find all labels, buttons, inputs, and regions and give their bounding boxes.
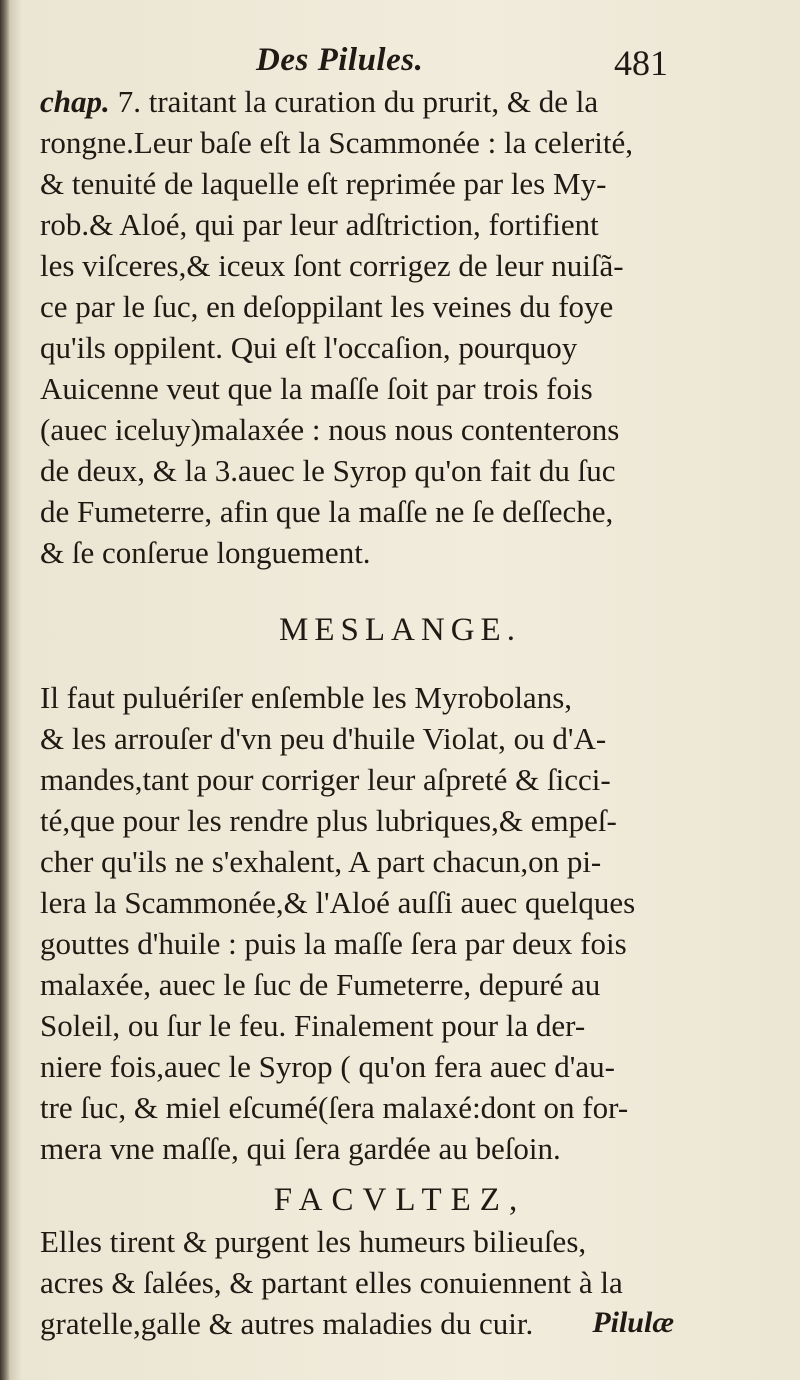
page-number: 481 [614,43,668,83]
text-line: cher qu'ils ne s'exhalent, A part chacun,on pi- [40,844,602,879]
text-line: & tenuité de laquelle eſt reprimée par les My- [40,166,607,201]
text-line: de Fumeterre, afin que la maſſe ne ſe deſſeche, [40,494,614,529]
text-line: Il faut puluériſer enſemble les Myrobolans, [40,680,573,715]
text-line-content: 7. traitant la curation du prurit, & de la [117,84,599,119]
text-line: Elles tirent & purgent les humeurs bilieuſes, [40,1224,587,1259]
text-line: rob.& Aloé, qui par leur adſtriction, fortifient [40,207,599,242]
text-line: Auicenne veut que la maſſe ſoit par trois fois [40,371,593,406]
text-line: gouttes d'huile : puis la maſſe ſera par deux fois [40,926,627,961]
chapter-reference: chap. [40,84,110,119]
running-title: Des Pilules. [256,42,424,78]
text-line [40,82,680,124]
section-heading-meslange: MESLANGE. [279,612,521,648]
text-line: lera la Scammonée,& l'Aloé auſſi auec quelques [40,885,636,920]
text-line: acres & ſalées, & partant elles conuiennent à la [40,1265,623,1300]
text-line: & les arrouſer d'vn peu d'huile Violat, ou d'A- [40,721,607,756]
text-line: Soleil, ou ſur le feu. Finalement pour la der- [40,1008,586,1043]
section-heading-facultez: FACVLTEZ, [273,1182,527,1218]
text-line: niere fois,auec le Syrop ( qu'on fera auec d'au- [40,1049,615,1084]
text-line: qu'ils oppilent. Qui eſt l'occaſion, pourquoy [40,330,578,365]
text-line: & ſe conſerue longuement. [40,535,371,570]
text-line: malaxée, auec le ſuc de Fumeterre, depuré au [40,967,601,1002]
text-line: mera vne maſſe, qui ſera gardée au beſoin. [40,1131,561,1166]
text-line: les viſceres,& iceux ſont corrigez de leur nuiſã- [40,248,624,283]
text-line: té,que pour les rendre plus lubriques,& empeſ- [40,803,617,838]
text-line: gratelle,galle & autres maladies du cuir. [40,1306,534,1341]
text-line: rongne.Leur baſe eſt la Scammonée : la celerité, [40,125,634,160]
text-line: mandes,tant pour corriger leur aſpreté & ſicci- [40,762,611,797]
running-head [0,40,800,88]
binding-shadow [0,0,10,1380]
text-line: de deux, & la 3.auec le Syrop qu'on fait du ſuc [40,453,616,488]
text-line: ce par le ſuc, en deſoppilant les veines du foye [40,289,614,324]
text-line: tre ſuc, & miel eſcumé(ſera malaxé:dont on for- [40,1090,629,1125]
text-line: (auec iceluy)malaxée : nous nous contenterons [40,412,620,447]
catchword: Pilulæ [592,1306,674,1339]
